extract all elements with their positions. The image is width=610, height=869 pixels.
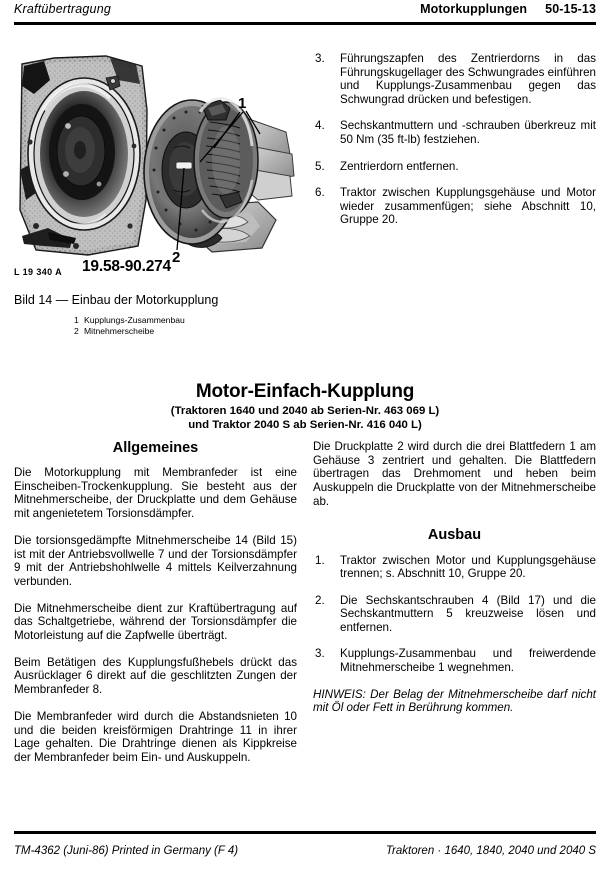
legend-item-2 (74, 326, 185, 337)
step-number: 5. (315, 159, 325, 173)
paragraph: Die Druckplatte 2 wird durch die drei Blattfedern 1 am Gehäuse 3 zentriert und gehalten. Die Blattfedern übertragen das Drehmoment und heben beim Auskuppeln die Druckplatte von der Mitnehmerscheibe ab. (313, 440, 596, 508)
removal-steps-list (313, 554, 596, 675)
step-item (313, 647, 596, 674)
installation-steps-list (313, 52, 596, 227)
step-number: 3. (315, 647, 325, 661)
step-text: Traktor zwischen Motor und Kupplungsgehäuse trennen; s. Abschnitt 10, Gruppe 20. (340, 553, 596, 581)
paragraph: Die Membranfeder wird durch die Abstandsnieten 10 und die beiden kreisförmigen Drahtringe 11 in ihrer Lage gehalten. Die Drahtringe dienen als Kippkreise der Membranfeder beim Ein- und Auskuppeln. (14, 709, 297, 764)
step-number: 4. (315, 119, 325, 133)
page-header (14, 2, 596, 22)
callout-number-2: 2 (172, 249, 181, 265)
step-number: 6. (315, 186, 325, 200)
header-right-group (420, 2, 596, 16)
step-item (313, 594, 596, 635)
step-text: Kupplungs-Zusammenbau und freiwerdende Mitnehmerscheibe 1 wegnehmen. (340, 647, 596, 675)
step-item (313, 119, 596, 146)
paragraph: Die torsionsgedämpfte Mitnehmerscheibe 14 (Bild 15) ist mit der Antriebsvollwelle 7 und der Torsionsdämpfer 9 mit der Antriebshohlwelle 4 mittels Keilverzahnung verbunden. (14, 533, 297, 588)
footer-model-list: Traktoren · 1640, 1840, 2040 und 2040 S (385, 845, 596, 857)
figure-14 (14, 50, 297, 265)
paragraph: Beim Betätigen des Kupplungsfußhebels drückt das Ausrücklager 6 direkt auf die geschlitzten Zungen der Membranfeder 8. (14, 655, 297, 697)
header-chapter-title: Kraftübertragung (14, 2, 112, 16)
footer-publication-info: TM-4362 (Juni-86) Printed in Germany (F 4) (14, 845, 239, 857)
ausbau-heading: Ausbau (427, 526, 482, 543)
figure-caption: Bild 14 — Einbau der Motorkupplung (14, 293, 219, 307)
step-item (313, 554, 596, 581)
clutch-housing (20, 56, 147, 255)
step-text: Die Sechskantschrauben 4 (Bild 17) und die Sechskantmuttern 5 kreuzweise lösen und entfernen. (340, 593, 596, 634)
hinweis-note: HINWEIS: Der Belag der Mitnehmerscheibe darf nicht mit Öl oder Fett in Berührung kommen. (313, 687, 596, 715)
legend-item-1 (74, 315, 185, 326)
right-text-column (313, 440, 596, 715)
page-title: Motor-Einfach-Kupplung (195, 381, 415, 402)
paragraph: Die Mitnehmerscheibe dient zur Kraftübertragung auf das Schaltgetriebe, während der Torsionsdämpfer die Motorleistung auf die Zapfwelle überträgt. (14, 601, 297, 643)
figure-photo-number: 19.58-90.274 (82, 258, 171, 275)
left-text-column (14, 440, 297, 765)
step-text: Führungszapfen des Zentrierdorns in das Führungskugellager des Schwungrades einführen und Kupplungs-Zusammenbau gegen das Schwungrad drücken und befestigen. (340, 52, 596, 106)
header-divider-rule (14, 22, 596, 25)
figure-photo-code: L 19 340 A (14, 267, 63, 277)
legend-item-1-number: 1 (74, 315, 79, 325)
paragraph: Die Motorkupplung mit Membranfeder ist eine Einscheiben-Trockenkupplung. Sie besteht aus der Mitnehmerscheibe, der Druckplatte und dem Gehäuse mit angenietetem Torsionsdämpfer. (14, 466, 297, 521)
step-item (313, 160, 596, 174)
callout-number-1: 1 (238, 95, 247, 112)
figure-legend (74, 315, 185, 336)
page-number: 50-15-13 (545, 2, 596, 16)
step-text: Sechskantmuttern und -schrauben überkreuz mit 50 Nm (35 ft-lb) festziehen. (340, 119, 596, 146)
step-number: 2. (315, 593, 325, 607)
step-number: 1. (315, 553, 325, 567)
legend-item-1-label: Kupplungs-Zusammenbau (84, 315, 185, 325)
page-subtitle-line-2: und Traktor 2040 S ab Serien-Nr. 416 040 L) (188, 418, 422, 431)
page-subtitle-line-1: (Traktoren 1640 und 2040 ab Serien-Nr. 463 069 L) (170, 405, 440, 417)
page-subtitle (14, 405, 596, 432)
footer-divider-rule (14, 831, 596, 834)
legend-item-2-number: 2 (74, 325, 79, 336)
section-title-block (14, 381, 596, 432)
step-text: Zentrierdorn entfernen. (340, 159, 459, 173)
step-item (313, 52, 596, 106)
allgemeines-heading: Allgemeines (112, 440, 199, 456)
header-section-title: Motorkupplungen (420, 2, 528, 16)
clutch-installation-photo (14, 50, 297, 265)
step-number: 3. (315, 52, 325, 65)
step-text: Traktor zwischen Kupplungsgehäuse und Motor wieder zusammenfügen; siehe Abschnitt 10, Gruppe 20. (340, 186, 596, 227)
legend-item-2-label: Mitnehmerscheibe (84, 325, 155, 336)
step-item (313, 186, 596, 227)
